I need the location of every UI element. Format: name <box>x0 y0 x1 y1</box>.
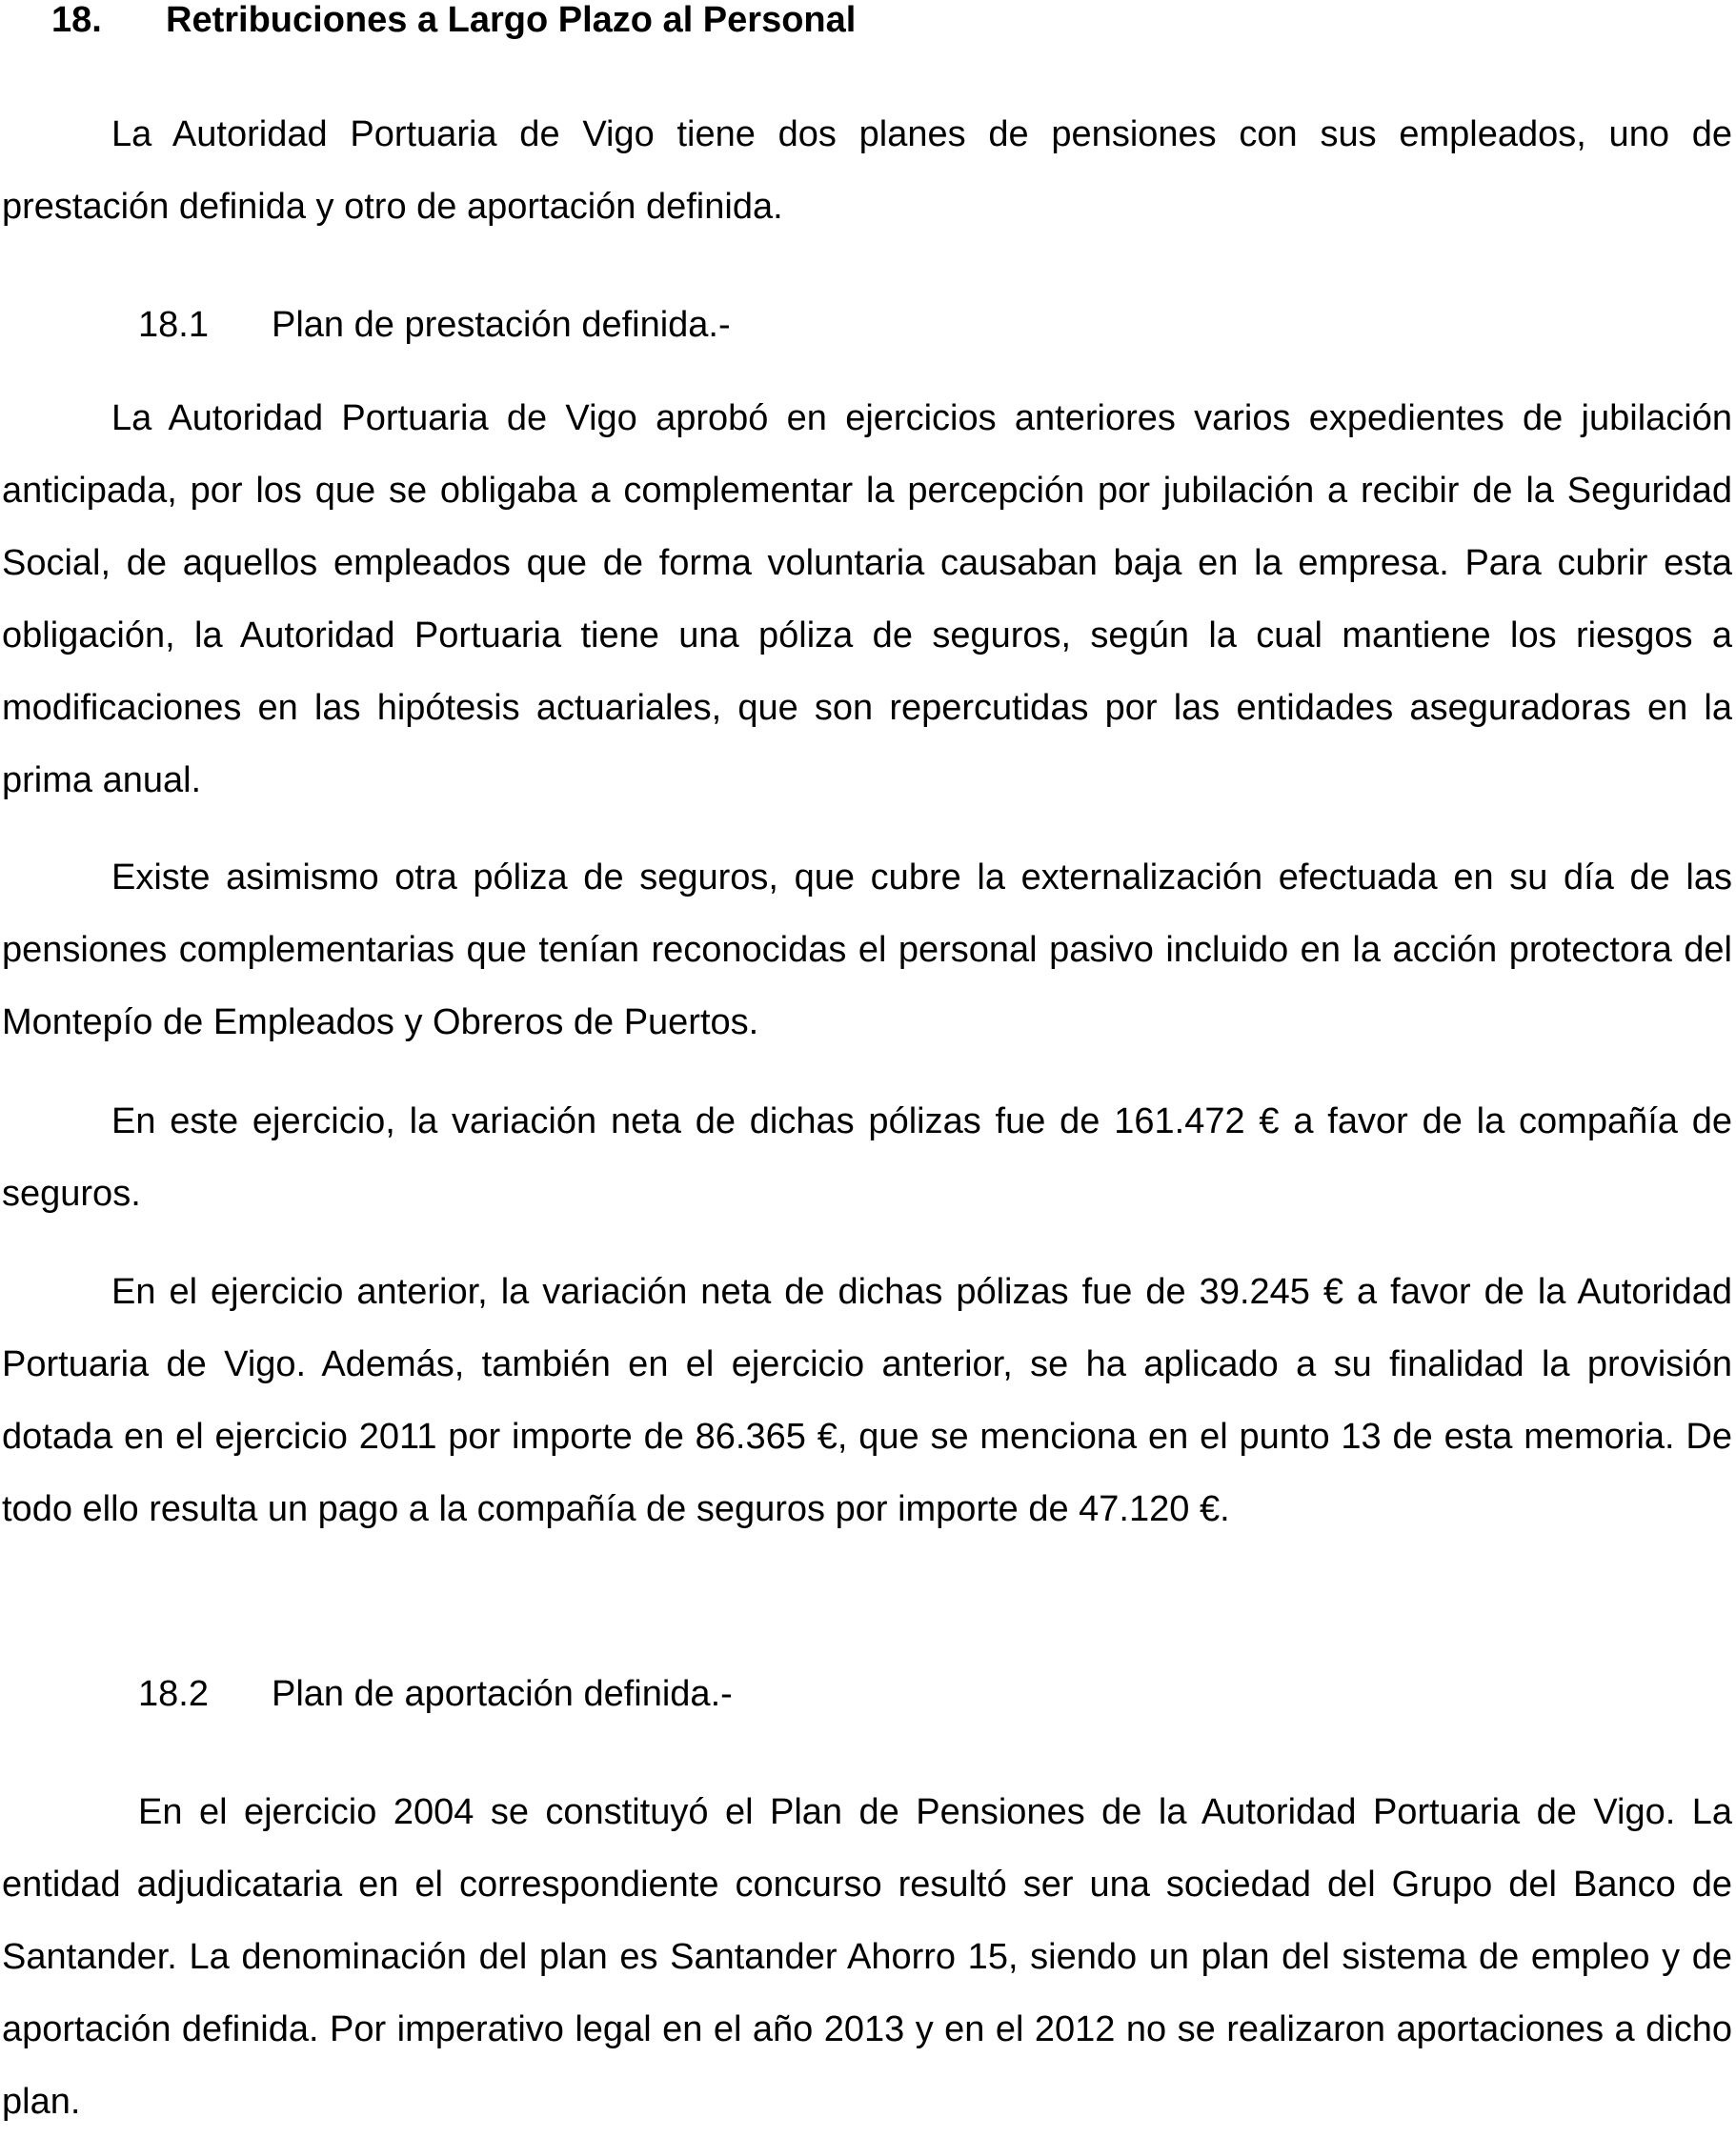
section-heading <box>51 0 856 56</box>
section-title: Retribuciones a Largo Plazo al Personal <box>166 0 857 40</box>
paragraph-current-year: En este ejercicio, la variación neta de dichas pólizas fue de 161.472 € a favor de la compañía de seguros. <box>2 1101 1732 1214</box>
intro-paragraph: La Autoridad Portuaria de Vigo tiene dos planes de pensiones con sus empleados, uno de prestación definida y otro de aportación definida. <box>2 114 1732 227</box>
paragraph-montepio: Existe asimismo otra póliza de seguros, que cubre la externalización efectuada en su día de las pensiones complementarias que tenían reconocidas el personal pasivo incluido en la acción protectora del Montepío de Empleados y Obreros de Puertos. <box>2 857 1732 1042</box>
subsection-number: 18.2 <box>138 1674 209 1714</box>
subsection-heading-18-2 <box>138 1658 733 1730</box>
subsection-heading-18-1 <box>138 289 731 361</box>
paragraph-early-retirement: La Autoridad Portuaria de Vigo aprobó en ejercicios anteriores varios expedientes de jubilación anticipada, por los que se obligaba a complementar la percepción por jubilación a recibir de la Seguridad Social, de aquellos empleados que de forma voluntaria causaban baja en la empresa. Para cubrir esta obligación, la Autoridad Portuaria tiene una póliza de seguros, según la cual mantiene los riesgos a modificaciones en las hipótesis actuariales, que son repercutidas por las entidades aseguradoras en la prima anual. <box>2 398 1732 800</box>
paragraph-pension-plan-2004: En el ejercicio 2004 se constituyó el Plan de Pensiones de la Autoridad Portuaria de Vigo. La entidad adjudicataria en el correspondiente concurso resultó ser una sociedad del Grupo del Banco de Santander. La denominación del plan es Santander Ahorro 15, siendo un plan del sistema de empleo y de aportación definida. Por imperativo legal en el año 2013 y en el 2012 no se realizaron aportaciones a dicho plan. <box>2 1792 1732 2122</box>
section-number: 18. <box>51 0 102 40</box>
paragraph-previous-year: En el ejercicio anterior, la variación neta de dichas pólizas fue de 39.245 € a favor de la Autoridad Portuaria de Vigo. Además, también en el ejercicio anterior, se ha aplicado a su finalidad la provisión dotada en el ejercicio 2011 por importe de 86.365 €, que se menciona en el punto 13 de esta memoria. De todo ello resulta un pago a la compañía de seguros por importe de 47.120 €. <box>2 1272 1732 1529</box>
subsection-title: Plan de aportación definida.- <box>272 1674 733 1714</box>
subsection-number: 18.1 <box>138 305 209 345</box>
subsection-title: Plan de prestación definida.- <box>272 305 731 345</box>
